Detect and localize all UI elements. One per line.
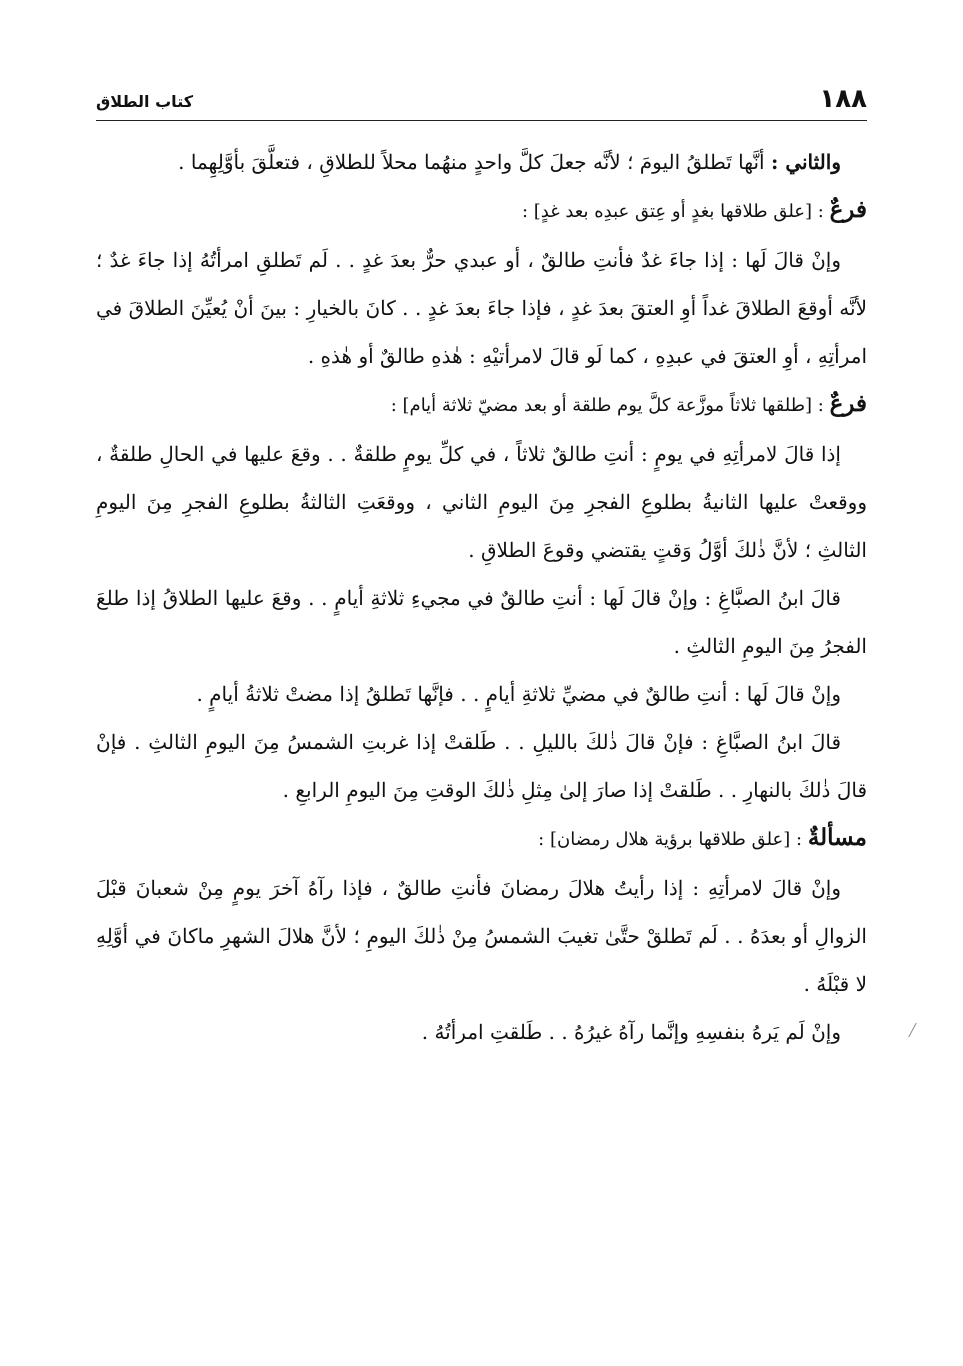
paragraph: وإنْ لَم يَرهُ بنفسِهِ وإنَّما رآهُ غيرُهُ . . طَلقتِ امرأتُهُ .: [421, 1020, 841, 1044]
section-heading-far-2: [96, 380, 867, 430]
heading-keyword: مسألةٌ: [807, 824, 867, 851]
paragraph: وإنْ قالَ لَها : أنتِ طالقٌ في مضيِّ ثلاثةِ أيامٍ . . فإنَّها تَطلقُ إذا مضتْ ثلاثةُ أيامٍ .: [196, 682, 841, 706]
heading-keyword: فرعٌ: [829, 196, 867, 223]
paragraph: إذا قالَ لامرأتِهِ في يومٍ : أنتِ طالقٌ ثلاثاً ، في كلِّ يومٍ طلقةٌ . . وقعَ عليها في الحالِ طلقةٌ ، ووقعتْ عليها الثانيةُ بطلوعِ الفجرِ مِنَ اليومِ الثاني ، ووقعَتِ الثالثةُ بطلوعِ الفجرِ مِنَ اليومِ الثالثِ ؛ لأنَّ ذٰلكَ أوَّلُ وَقتٍ يقتضي وقوعَ الطلاقِ .: [96, 442, 867, 562]
page-number: ١٨٨: [819, 84, 867, 114]
paragraph-second-opinion: [96, 138, 867, 186]
paragraph: قالَ ابنُ الصبَّاغِ : وإنْ قالَ لَها : أنتِ طالقٌ في مجيءِ ثلاثةِ أيامٍ . . وقعَ عليها الطلاقُ إذا طلعَ الفجرُ مِنَ اليومِ الثالثِ .: [96, 586, 867, 658]
paragraph-text: أنَّها تَطلقُ اليومَ ؛ لأنَّه جعلَ كلَّ واحدٍ منهُما محلاً للطلاقِ ، فتعلَّقَ بأوَّلِهِما .: [178, 150, 771, 174]
paragraph-lead: والثاني :: [770, 150, 841, 174]
heading-title: : [علق طلاقها برؤية هلال رمضان] :: [538, 829, 808, 850]
paragraph: وإنْ قالَ لامرأتِهِ : إذا رأيتُ هلالَ رمضانَ فأنتِ طالقٌ ، فإذا رآهُ آخرَ يومٍ مِنْ شعبانَ قبْلَ الزوالِ أو بعدَهُ . . لَم تَطلقْ حتَّىٰ تغيبَ الشمسُ مِنْ ذٰلكَ اليومِ ؛ لأنَّ هلالَ الشهرِ ماكانَ في أوَّلِهِ لا قبْلَهُ .: [96, 876, 867, 996]
page-body: [96, 138, 867, 1056]
paragraph: وإنْ قالَ لَها : إذا جاءَ غدٌ فأنتِ طالقٌ ، أو عبدي حرٌّ بعدَ غدٍ . . لَم تَطلقِ امرأتُهُ إذا جاءَ غدٌ ؛ لأنَّه أوقعَ الطلاقَ غداً أوِ العتقَ بعدَ غدٍ ، فإذا جاءَ بعدَ غدٍ . . كانَ بالخيارِ : بينَ أنْ يُعيِّنَ الطلاقَ في امرأتِهِ ، أوِ العتقَ في عبدِهِ ، كما لَو قالَ لامرأتيْهِ : هٰذهِ طالقٌ أو هٰذهِ .: [96, 248, 867, 368]
heading-title: : [طلقها ثلاثاً موزَّعة كلَّ يوم طلقة أو بعد مضيّ ثلاثة أيام] :: [390, 395, 830, 416]
section-heading-masala: [96, 814, 867, 864]
scan-artifact-mark: [908, 1023, 916, 1038]
paragraph: قالَ ابنُ الصبَّاغِ : فإنْ قالَ ذٰلكَ بالليلِ . . طَلقتْ إذا غربتِ الشمسُ مِنَ اليومِ الثالثِ . فإنْ قالَ ذٰلكَ بالنهارِ . . طَلقتْ إذا صارَ إلىٰ مِثلِ ذٰلكَ الوقتِ مِنَ اليومِ الرابعِ .: [96, 730, 867, 802]
heading-title: : [علق طلاقها بغدٍ أو عِتق عبدِه بعد غدٍ] :: [521, 201, 830, 222]
section-heading-far-1: [96, 186, 867, 236]
heading-keyword: فرعٌ: [829, 390, 867, 417]
running-header: [96, 84, 867, 121]
book-title: كتاب الطلاق: [96, 92, 194, 111]
